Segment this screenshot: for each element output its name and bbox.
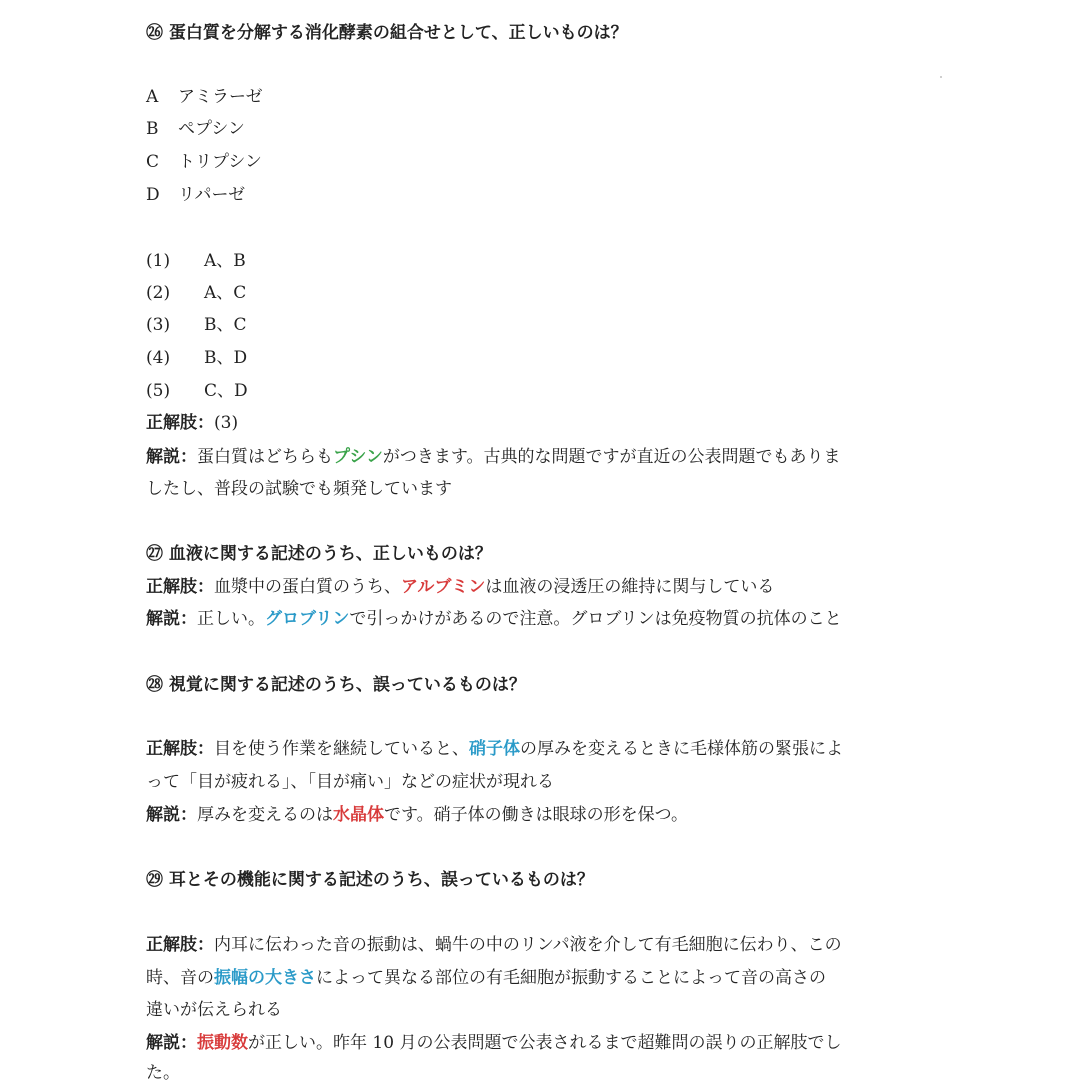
option-a bbox=[146, 86, 926, 108]
highlight-term: プシン bbox=[333, 447, 383, 467]
answer-text: 目を使う作業を継続していると、 bbox=[214, 739, 469, 759]
answer-label: 正解肢： bbox=[146, 577, 214, 597]
highlight-term: 水晶体 bbox=[333, 805, 384, 825]
explanation-28 bbox=[146, 804, 926, 826]
choice-3 bbox=[146, 314, 926, 336]
explanation-27 bbox=[146, 608, 926, 630]
option-b bbox=[146, 118, 926, 140]
answer-27 bbox=[146, 576, 926, 598]
explanation-text: 蛋白質はどちらも bbox=[197, 447, 333, 467]
highlight-term: 振幅の大きさ bbox=[214, 968, 316, 988]
choice-4 bbox=[146, 347, 926, 369]
highlight-term: 硝子体 bbox=[469, 739, 520, 759]
question-26-title: ㉖ 蛋白質を分解する消化酵素の組合せとして、正しいものは？ bbox=[146, 23, 628, 43]
answer-28-line-1 bbox=[146, 738, 926, 760]
explanation-label: 解説： bbox=[146, 805, 197, 825]
option-c bbox=[146, 151, 926, 173]
option-letter: A bbox=[146, 87, 159, 107]
explanation-label: 解説： bbox=[146, 609, 197, 629]
explanation-26-line-2: したし、普段の試験でも頻発しています bbox=[146, 479, 452, 499]
explanation-26-line-1 bbox=[146, 446, 926, 468]
option-text: トリプシン bbox=[178, 152, 262, 172]
answer-label: 正解肢： bbox=[146, 935, 214, 955]
choice-number: (2) bbox=[146, 283, 171, 303]
explanation-text: です。硝子体の働きは眼球の形を保つ。 bbox=[384, 805, 688, 825]
answer-text: 時、音の bbox=[146, 968, 214, 988]
choice-text: B、C bbox=[204, 315, 247, 335]
answer-29-line-1 bbox=[146, 934, 926, 956]
answer-28-line-2: って「目が疲れる」、「目が痛い」などの症状が現れる bbox=[146, 772, 554, 792]
explanation-text: 正しい。 bbox=[197, 609, 265, 629]
option-text: アミラーゼ bbox=[178, 87, 263, 107]
choice-1 bbox=[146, 250, 926, 272]
choice-text: A、B bbox=[204, 251, 246, 271]
answer-text: は血液の浸透圧の維持に関与している bbox=[485, 577, 775, 597]
explanation-text: で引っかけがあるので注意。グロブリンは免疫物質の抗体のこと bbox=[349, 609, 842, 629]
option-letter: B bbox=[146, 119, 159, 139]
question-28-title: ㉘ 視覚に関する記述のうち、誤っているものは？ bbox=[146, 675, 526, 695]
answer-29-line-2 bbox=[146, 967, 926, 989]
choice-text: B、D bbox=[204, 348, 248, 368]
answer-26 bbox=[146, 412, 926, 434]
choice-number: (3) bbox=[146, 315, 171, 335]
choice-text: A、C bbox=[204, 283, 247, 303]
option-text: ペプシン bbox=[178, 119, 245, 139]
scan-speck bbox=[940, 76, 942, 78]
explanation-label: 解説： bbox=[146, 1033, 197, 1053]
explanation-text: 厚みを変えるのは bbox=[197, 805, 333, 825]
answer-text: 血漿中の蛋白質のうち、 bbox=[214, 577, 401, 597]
choice-2 bbox=[146, 282, 926, 304]
choice-number: (5) bbox=[146, 381, 171, 401]
highlight-term: アルブミン bbox=[401, 577, 486, 597]
explanation-29-line-2: た。 bbox=[146, 1063, 180, 1083]
answer-value: (3) bbox=[214, 413, 239, 433]
explanation-text: が正しい。昨年 10 月の公表問題で公表されるまで超難問の誤りの正解肢でし bbox=[248, 1033, 842, 1053]
option-letter: D bbox=[146, 185, 160, 205]
option-d bbox=[146, 184, 926, 206]
question-29-title: ㉙ 耳とその機能に関する記述のうち、誤っているものは？ bbox=[146, 870, 594, 890]
explanation-29-line-1 bbox=[146, 1032, 926, 1054]
answer-label: 正解肢： bbox=[146, 413, 214, 433]
choice-number: (4) bbox=[146, 348, 171, 368]
answer-text: の厚みを変えるときに毛様体筋の緊張によ bbox=[520, 739, 843, 759]
answer-text: によって異なる部位の有毛細胞が振動することによって音の高さの bbox=[316, 968, 826, 988]
choice-text: C、D bbox=[204, 381, 248, 401]
option-letter: C bbox=[146, 152, 160, 172]
answer-label: 正解肢： bbox=[146, 739, 214, 759]
choice-number: (1) bbox=[146, 251, 171, 271]
choice-5 bbox=[146, 380, 926, 402]
explanation-label: 解説： bbox=[146, 447, 197, 467]
option-text: リパーゼ bbox=[178, 185, 246, 205]
highlight-term: グロブリン bbox=[265, 609, 350, 629]
highlight-term: 振動数 bbox=[197, 1033, 248, 1053]
answer-29-line-3: 違いが伝えられる bbox=[146, 1000, 282, 1020]
question-27-title: ㉗ 血液に関する記述のうち、正しいものは？ bbox=[146, 544, 492, 564]
explanation-text: がつきます。古典的な問題ですが直近の公表問題でもありま bbox=[382, 447, 841, 467]
answer-text: 内耳に伝わった音の振動は、蝸牛の中のリンパ液を介して有毛細胞に伝わり、この bbox=[214, 935, 842, 955]
